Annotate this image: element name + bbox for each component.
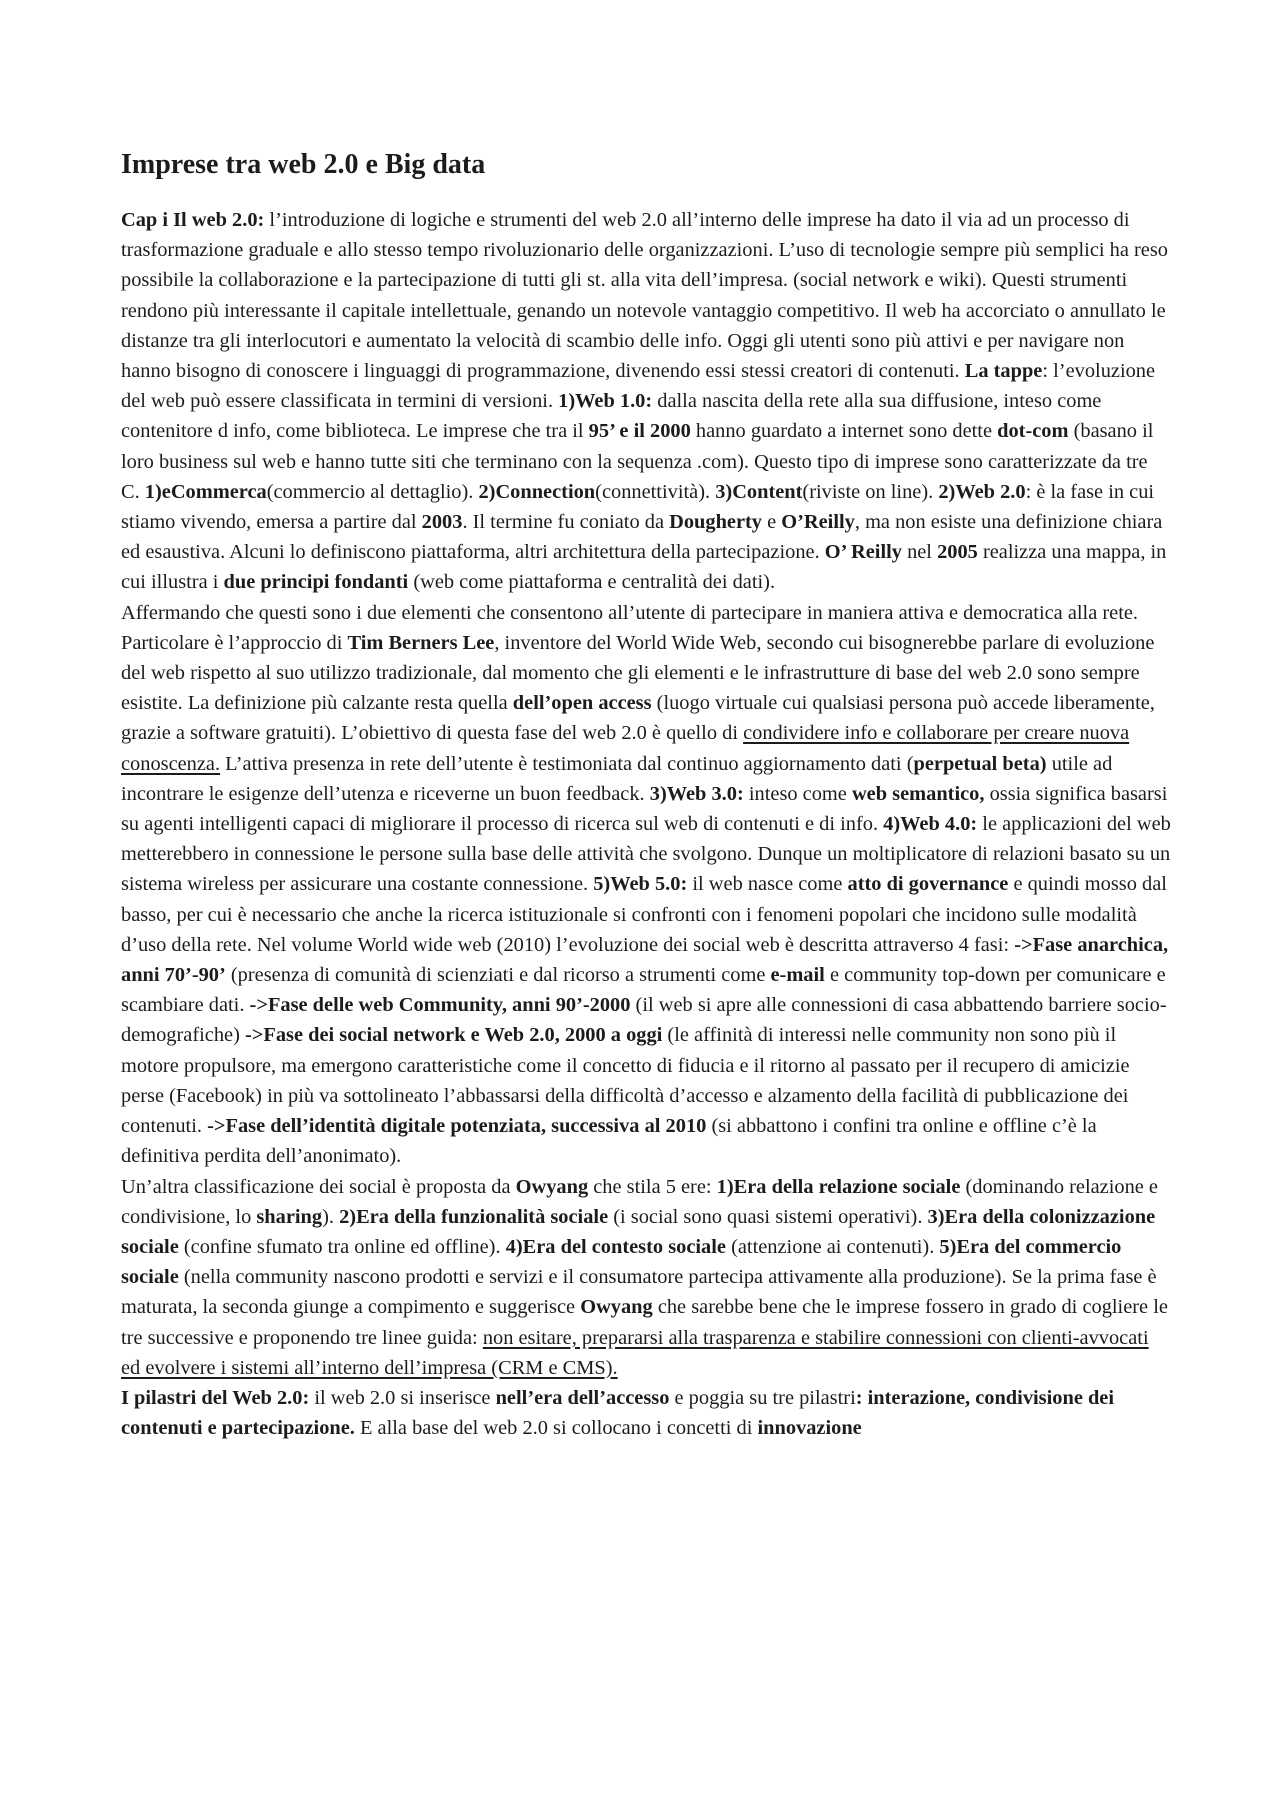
bold-text-run: O’ Reilly [824, 541, 902, 564]
bold-text-run: e-mail [770, 964, 825, 987]
text-run: (il web si apre alle connessioni di casa abbattendo barriere socio-demografiche) [121, 994, 1167, 1047]
text-run: Affermando che questi sono i due elementi che consentono all’utente di partecipare in maniera attiva e democratica alla rete. Particolare è l’approccio di [121, 601, 1139, 654]
underlined-text-run: condividere info e collaborare per creare nuova conoscenza. [121, 722, 1130, 775]
text-run: (attenzione ai contenuti). [725, 1235, 940, 1258]
bold-text-run: ->Fase delle web Community, anni 90’-2000 [249, 994, 631, 1017]
text-run: il web nasce come [687, 873, 848, 896]
text-run: che stila 5 ere: [588, 1175, 717, 1198]
bold-text-run: ->Fase dei social network e Web 2.0, 2000 a oggi [244, 1024, 663, 1047]
bold-text-run: 95’ e il 2000 [588, 420, 691, 443]
text-run: le applicazioni del web metterebbero in connessione le persone sulla base delle attività che svolgono. Dunque un moltiplicatore di relazioni basato su un sistema wireless per assicurare una costante connessione. [121, 813, 1171, 896]
bold-text-run: dell’open access [512, 692, 652, 715]
bold-text-run: 5)Web 5.0: [593, 873, 688, 896]
bold-text-run: ->Fase dell’identità digitale potenziata, successiva al 2010 [207, 1115, 707, 1138]
bold-text-run: 2005 [937, 541, 978, 564]
bold-text-run: Owyang [515, 1175, 589, 1198]
text-run: (confine sfumato tra online ed offline). [178, 1235, 506, 1258]
bold-text-run: sharing [256, 1205, 323, 1228]
bold-text-run: atto di governance [847, 873, 1009, 896]
text-run: (si abbattono i confini tra online e offline c’è la definitiva perdita dell’anonimato). [121, 1115, 1097, 1168]
text-run: (web come piattaforma e centralità dei dati). [408, 571, 776, 594]
bold-text-run: 3)Content [715, 480, 803, 503]
text-run: dalla nascita della rete alla sua diffusione, inteso come contenitore d info, come biblioteca. Le imprese che tra il [121, 390, 1102, 443]
bold-text-run: dot-com [997, 420, 1069, 443]
paragraph [121, 598, 1171, 1172]
bold-text-run: Cap i Il web 2.0: [121, 209, 265, 231]
bold-text-run: Tim Berners Lee [347, 631, 495, 654]
bold-text-run: 4)Era del contesto sociale [505, 1235, 726, 1258]
bold-text-run: perpetual beta) [913, 752, 1047, 775]
text-run: e poggia su tre pilastri [669, 1386, 856, 1409]
text-run: . Il termine fu coniato da [462, 511, 670, 534]
bold-text-run: due principi fondanti [223, 571, 409, 594]
bold-text-run: 5)Era del commercio sociale [121, 1235, 1122, 1289]
text-run: utile ad incontrare le esigenze dell’utenza e riceverne un buon feedback. [121, 752, 1113, 805]
text-run: ). [322, 1205, 340, 1228]
paragraph [121, 205, 1171, 598]
bold-text-run: 3)Web 3.0: [649, 782, 744, 805]
text-run: : è la fase in cui stiamo vivendo, emersa a partire dal [121, 480, 1155, 534]
text-run: (commercio al dettaglio). [266, 480, 479, 503]
text-run: (basano il loro business sul web e hanno tutte siti che terminano con la sequenza .com). Questo tipo di imprese sono caratterizzate da tre C. [121, 420, 1154, 503]
text-run: inteso come [743, 782, 852, 805]
bold-text-run: La tappe [964, 360, 1043, 383]
text-run: L’attiva presenza in rete dell’utente è testimoniata dal continuo aggiornamento dati ( [220, 752, 914, 775]
bold-text-run: : interazione, condivisione dei contenuti e partecipazione. [121, 1386, 1115, 1440]
bold-text-run: innovazione [757, 1417, 862, 1440]
bold-text-run: 2)Web 2.0 [938, 480, 1026, 503]
bold-text-run: 4)Web 4.0: [883, 813, 978, 836]
text-run: Un’altra classificazione dei social è proposta da [121, 1175, 516, 1198]
bold-text-run: web semantico, [851, 782, 985, 805]
underlined-text-run: non esitare, prepararsi alla trasparenza e stabilire connessioni con clienti-avvocati ed evolvere i sistemi all’interno dell’impresa (CRM e CMS). [121, 1326, 1149, 1379]
bold-text-run: 1)Web 1.0: [558, 390, 653, 413]
bold-text-run: 2)Connection [478, 480, 596, 503]
bold-text-run: 3)Era della colonizzazione sociale [121, 1205, 1156, 1258]
text-run: , ma non esiste una definizione chiara ed esaustiva. Alcuni lo definiscono piattaforma, altri architettura della partecipazione. [121, 511, 1163, 564]
bold-text-run: Owyang [580, 1296, 653, 1319]
bold-text-run: 1)eCommerca [144, 480, 267, 503]
bold-text-run: Dougherty [669, 511, 762, 534]
text-run: , inventore del World Wide Web, secondo cui bisognerebbe parlare di evoluzione del web rispetto al suo utilizzo tradizionale, dal momento che gli elementi e le infrastrutture di base del web 2.0 sono sempre esistite. La definizione più calzante resta quella [121, 631, 1155, 715]
text-run: (dominando relazione e condivisione, lo [121, 1175, 1158, 1228]
text-run: e community top-down per comunicare e scambiare dati. [121, 964, 1166, 1017]
text-run: (i social sono quasi sistemi operativi). [608, 1205, 928, 1228]
text-run: hanno guardato a internet sono dette [690, 420, 998, 443]
text-run: il web 2.0 si inserisce [309, 1386, 496, 1409]
bold-text-run: 2003 [421, 511, 463, 534]
bold-text-run: I pilastri del Web 2.0: [121, 1386, 310, 1409]
bold-text-run: 1)Era della relazione sociale [716, 1175, 961, 1198]
text-run: nel [901, 541, 938, 564]
paragraph [121, 1383, 1171, 1443]
text-run: (connettività). [595, 480, 716, 503]
text-run: (nella community nascono prodotti e servizi e il consumatore partecipa attivamente alla produzione). Se la prima fase è maturata, la seconda giunge a compimento e suggerisce [121, 1266, 1157, 1319]
text-run: (presenza di comunità di scienziati e dal ricorso a strumenti come [225, 964, 771, 987]
bold-text-run: 2)Era della funzionalità sociale [339, 1205, 609, 1228]
text-run: e [762, 511, 782, 534]
bold-text-run: O’Reilly [781, 511, 855, 534]
text-run: : l’evoluzione del web può essere classificata in termini di versioni. [121, 360, 1156, 413]
document-body [121, 205, 1171, 1443]
bold-text-run: ->Fase anarchica, anni 70’-90’ [121, 933, 1169, 987]
text-run: (riviste on line). [802, 480, 939, 503]
text-run: che sarebbe bene che le imprese fossero in grado di cogliere le tre successive e proponendo tre linee guida: [121, 1296, 1168, 1349]
document-title: Imprese tra web 2.0 e Big data [121, 149, 486, 180]
text-run: (le affinità di interessi nelle community non sono più il motore propulsore, ma emergono caratteristiche come il concetto di fiducia e il ritorno al passato per il recupero di amicizie perse (Facebook) in più va sottolineato l’abbassarsi della difficoltà d’accesso e alzamento della facilità di pubblicazione dei contenuti. [121, 1024, 1130, 1138]
text-run: ossia significa basarsi su agenti intelligenti capaci di migliorare il processo di ricerca sul web di contenuti e di info. [121, 782, 1168, 836]
text-run: (luogo virtuale cui qualsiasi persona può accede liberamente, grazie a software gratuiti). L’obiettivo di questa fase del web 2.0 è quello di [121, 692, 1155, 745]
document-page [121, 148, 1171, 1443]
text-run: e quindi mosso dal basso, per cui è necessario che anche la ricerca istituzionale si confronti con i fenomeni popolari che incidono sulle modalità d’uso della rete. Nel volume World wide web (2010) l’evoluzione dei social web è descritta attraverso 4 fasi: [121, 873, 1167, 956]
bold-text-run: nell’era dell’accesso [495, 1386, 670, 1409]
text-run: realizza una mappa, in cui illustra i [121, 541, 1167, 594]
text-run: l’introduzione di logiche e strumenti del web 2.0 all’interno delle imprese ha dato il via ad un processo di trasformazione graduale e allo stesso tempo rivoluzionario delle organizzazioni. L’uso di tecnologie sempre più semplici ha reso possibile la collaborazione e la partecipazione di tutti gli st. alla vita dell’impresa. (social network e wiki). Questi strumenti rendono più interessante il capitale intellettuale, genando un notevole vantaggio competitivo. Il web ha accorciato o annullato le distanze tra gli interlocutori e aumentato la velocità di scambio delle info. Oggi gli utenti sono più attivi e per navigare non hanno bisogno di conoscere i linguaggi di programmazione, divenendo essi stessi creatori di contenuti. [121, 209, 1168, 383]
paragraph [121, 1172, 1171, 1383]
text-run: E alla base del web 2.0 si collocano i concetti di [354, 1417, 758, 1440]
